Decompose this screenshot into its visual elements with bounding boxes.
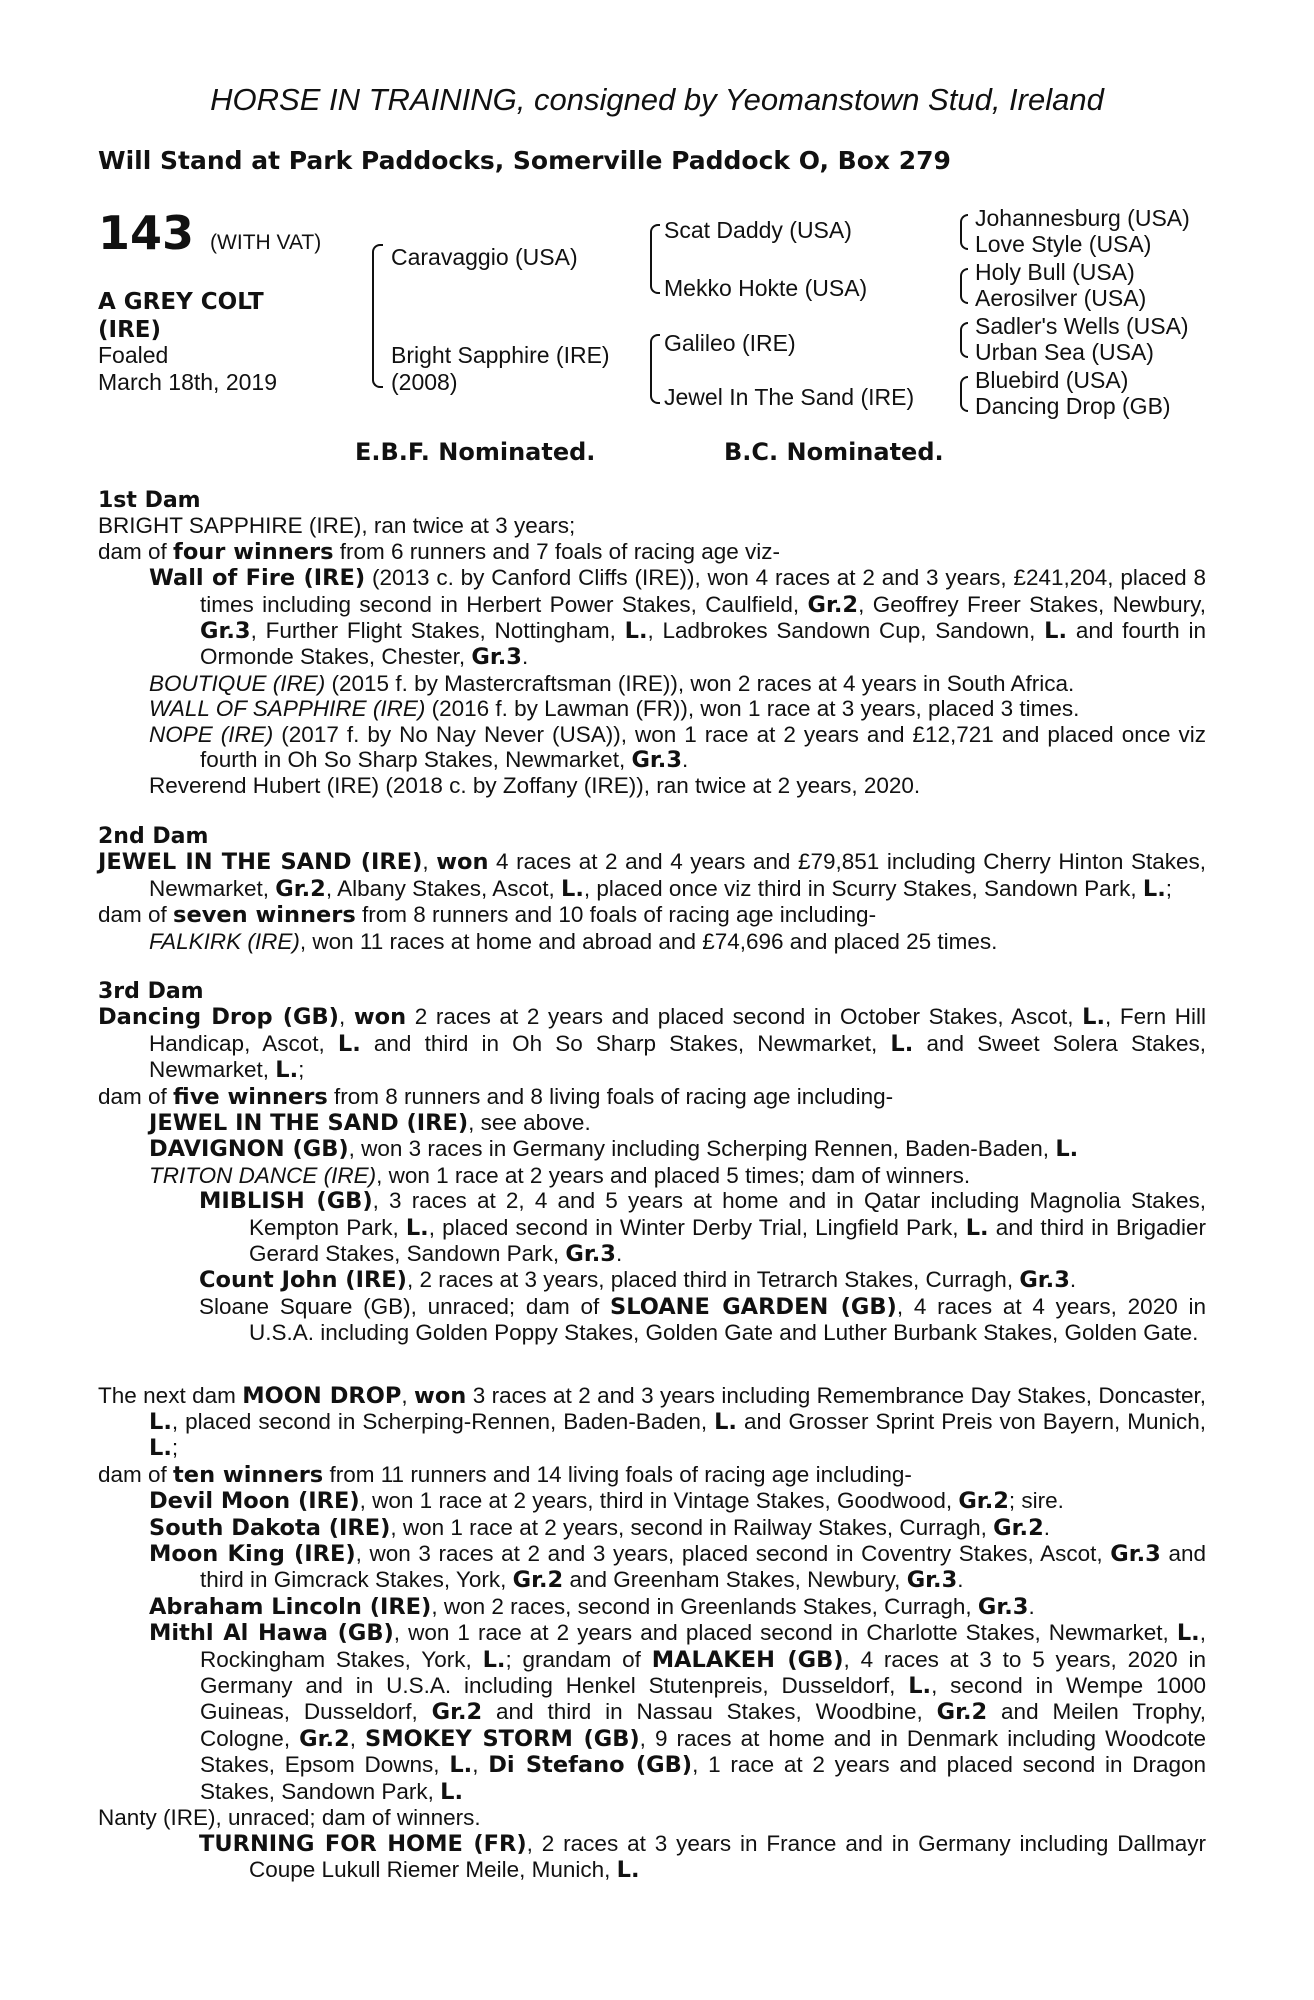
catalogue-body bbox=[98, 488, 1206, 1883]
foaled-date: March 18th, 2019 bbox=[98, 369, 278, 395]
produce-count-john: Count John (IRE), 2 races at 3 years, placed third in Tetrarch Stakes, Curragh, Gr.3. bbox=[199, 1267, 1077, 1294]
produce-wall-of-fire: Wall of Fire (IRE) (2013 c. by Canford Cliffs (IRE)), won 4 races at 2 and 3 years, £241,204, placed 8 times including second in Herbert Power Stakes, Caulfield, Gr.2, Geoffrey Freer Stakes, Newbury, Gr.3, Further Flight Stakes, Nottingham, L., Ladbrokes Sandown Cup, Sandown, L. and fourth in Ormonde Stakes, Chester, Gr.3. bbox=[149, 565, 1206, 671]
pedigree-bracket-g2 bbox=[960, 268, 968, 304]
ancestor-holy-bull: Holy Bull (USA) bbox=[975, 259, 1135, 285]
produce-mithl-al-hawa: Mithl Al Hawa (GB), won 1 race at 2 years and placed second in Charlotte Stakes, Newmarket, L., Rockingham Stakes, York, L.; grandam of MALAKEH (GB), 4 races at 3 to 5 years, 2020 in Germany and in U.S.A. including Henkel Stutenpreis, Dusseldorf, L., second in Wempe 1000 Guineas, Dusseldorf, Gr.2 and third in Nassau Stakes, Woodbine, Gr.2 and Meilen Trophy, Cologne, Gr.2, SMOKEY STORM (GB), 9 races at home and in Denmark including Woodcote Stakes, Epsom Downs, L., Di Stefano (GB), 1 race at 2 years and placed second in Dragon Stakes, Sandown Park, L. bbox=[149, 1620, 1206, 1805]
produce-reverend-hubert: Reverend Hubert (IRE) (2018 c. by Zoffany (IRE)), ran twice at 2 years, 2020. bbox=[149, 773, 921, 799]
produce-triton-dance: TRITON DANCE (IRE), won 1 race at 2 years and placed 5 times; dam of winners. bbox=[149, 1162, 971, 1188]
ancestor-sadlers-wells: Sadler's Wells (USA) bbox=[975, 313, 1189, 339]
ebf-nominated: E.B.F. Nominated. bbox=[355, 438, 596, 466]
page-title: HORSE IN TRAINING, consigned by Yeomanstown Stud, Ireland bbox=[210, 82, 1104, 117]
produce-moon-king: Moon King (IRE), won 3 races at 2 and 3 years, placed second in Coventry Stakes, Ascot, Gr.3 and third in Gimcrack Stakes, York, Gr.2 and Greenham Stakes, Newbury, Gr.3. bbox=[149, 1541, 1207, 1594]
vat-label: (WITH VAT) bbox=[210, 231, 322, 254]
sire-name: Caravaggio (USA) bbox=[391, 244, 578, 270]
ancestor-dancing-drop: Dancing Drop (GB) bbox=[975, 393, 1171, 419]
third-dam-record: Dancing Drop (GB), won 2 races at 2 years and placed second in October Stakes, Ascot, L., Fern Hill Handicap, Ascot, L. and third in Oh So Sharp Stakes, Newmarket, L. and Sweet Solera Stakes, Newmarket, L.; bbox=[98, 1004, 1207, 1084]
ancestor-love-style: Love Style (USA) bbox=[975, 231, 1152, 257]
next-dam-record: The next dam MOON DROP, won 3 races at 2 and 3 years including Remembrance Day Stakes, Doncaster, L., placed second in Scherping-Rennen, Baden-Baden, L. and Grosser Sprint Preis von Bayern, Munich, L.; bbox=[98, 1382, 1206, 1462]
produce-abraham-lincoln: Abraham Lincoln (IRE), won 2 races, second in Greenlands Stakes, Curragh, Gr.3. bbox=[149, 1593, 1035, 1620]
lot-number-block bbox=[98, 206, 321, 260]
produce-devil-moon: Devil Moon (IRE), won 1 race at 2 years, third in Vintage Stakes, Goodwood, Gr.2; sire. bbox=[149, 1488, 1064, 1515]
dam-name: Bright Sapphire (IRE) bbox=[391, 342, 610, 368]
lot-number: 143 bbox=[98, 206, 195, 260]
produce-miblish: MIBLISH (GB), 3 races at 2, 4 and 5 years at home and in Qatar including Magnolia Stakes, Kempton Park, L., placed second in Winter Derby Trial, Lingfield Park, L. and third in Brigadier Gerard Stakes, Sandown Park, Gr.3. bbox=[199, 1188, 1206, 1267]
ancestor-urban-sea: Urban Sea (USA) bbox=[975, 339, 1154, 365]
produce-nope: NOPE (IRE) (2017 f. by No Nay Never (USA)), won 1 race at 2 years and £12,721 and placed once viz fourth in Oh So Sharp Stakes, Newmarket, Gr.3. bbox=[149, 721, 1206, 774]
second-dam-record: JEWEL IN THE SAND (IRE), won 4 races at 2 and 4 years and £79,851 including Cherry Hinton Stakes, Newmarket, Gr.2, Albany Stakes, Ascot, L., placed once viz third in Scurry Stakes, Sandown Park, L.; bbox=[98, 849, 1206, 902]
first-dam-produce-summary: dam of four winners from 6 runners and 7 foals of racing age viz- bbox=[98, 538, 781, 565]
dam-year: (2008) bbox=[391, 369, 458, 395]
description-line2: (IRE) bbox=[98, 317, 162, 343]
third-dam-produce-summary: dam of five winners from 8 runners and 8 living foals of racing age including- bbox=[98, 1083, 894, 1110]
produce-nanty: Nanty (IRE), unraced; dam of winners. bbox=[98, 1805, 481, 1831]
stand-location: Will Stand at Park Paddocks, Somerville Paddock O, Box 279 bbox=[98, 146, 951, 175]
ancestor-johannesburg: Johannesburg (USA) bbox=[975, 205, 1190, 231]
produce-jewel-in-the-sand: JEWEL IN THE SAND (IRE), see above. bbox=[149, 1109, 591, 1136]
description-line1: A GREY COLT bbox=[98, 289, 264, 315]
first-dam-heading: 1st Dam bbox=[98, 488, 201, 513]
produce-davignon: DAVIGNON (GB), won 3 races in Germany including Scherping Rennen, Baden-Baden, L. bbox=[149, 1136, 1079, 1163]
produce-south-dakota: South Dakota (IRE), won 1 race at 2 years, second in Railway Stakes, Curragh, Gr.2. bbox=[149, 1514, 1050, 1541]
lot-description bbox=[98, 288, 264, 344]
produce-falkirk: FALKIRK (IRE), won 11 races at home and abroad and £74,696 and placed 25 times. bbox=[149, 928, 998, 954]
second-dam-heading: 2nd Dam bbox=[98, 823, 209, 849]
bc-nominated: B.C. Nominated. bbox=[724, 438, 944, 466]
pedigree-bracket-sire bbox=[650, 224, 660, 294]
next-dam-produce-summary: dam of ten winners from 11 runners and 14 living foals of racing age including- bbox=[98, 1461, 912, 1488]
sire-dam-name: Mekko Hokte (USA) bbox=[664, 275, 868, 301]
produce-wall-of-sapphire: WALL OF SAPPHIRE (IRE) (2016 f. by Lawman (FR)), won 1 race at 3 years, placed 3 times. bbox=[149, 696, 1080, 722]
pedigree-bracket-dam bbox=[650, 334, 660, 404]
pedigree-bracket-main bbox=[372, 244, 383, 388]
produce-boutique: BOUTIQUE (IRE) (2015 f. by Mastercraftsman (IRE)), won 2 races at 4 years in South Africa. bbox=[149, 670, 1075, 696]
pedigree-bracket-g3 bbox=[960, 322, 968, 358]
sire-sire-name: Scat Daddy (USA) bbox=[664, 217, 852, 243]
dam-dam-name: Jewel In The Sand (IRE) bbox=[664, 384, 915, 410]
third-dam-heading: 3rd Dam bbox=[98, 978, 204, 1004]
pedigree-bracket-g1 bbox=[960, 214, 968, 250]
second-dam-produce-summary: dam of seven winners from 8 runners and 10 foals of racing age including- bbox=[98, 902, 877, 929]
produce-turning-for-home: TURNING FOR HOME (FR), 2 races at 3 years in France and in Germany including Dallmayr Coupe Lukull Riemer Meile, Munich, L. bbox=[199, 1830, 1206, 1883]
ancestor-aerosilver: Aerosilver (USA) bbox=[975, 285, 1147, 311]
first-dam-intro: BRIGHT SAPPHIRE (IRE), ran twice at 3 years; bbox=[98, 513, 576, 539]
dam-sire-name: Galileo (IRE) bbox=[664, 330, 796, 356]
ancestor-bluebird: Bluebird (USA) bbox=[975, 367, 1129, 393]
produce-sloane-square: Sloane Square (GB), unraced; dam of SLOANE GARDEN (GB), 4 races at 4 years, 2020 in U.S.A. including Golden Poppy Stakes, Golden Gate and Luther Burbank Stakes, Golden Gate. bbox=[199, 1293, 1206, 1346]
foaled-label: Foaled bbox=[98, 342, 169, 368]
pedigree-bracket-g4 bbox=[960, 376, 968, 412]
